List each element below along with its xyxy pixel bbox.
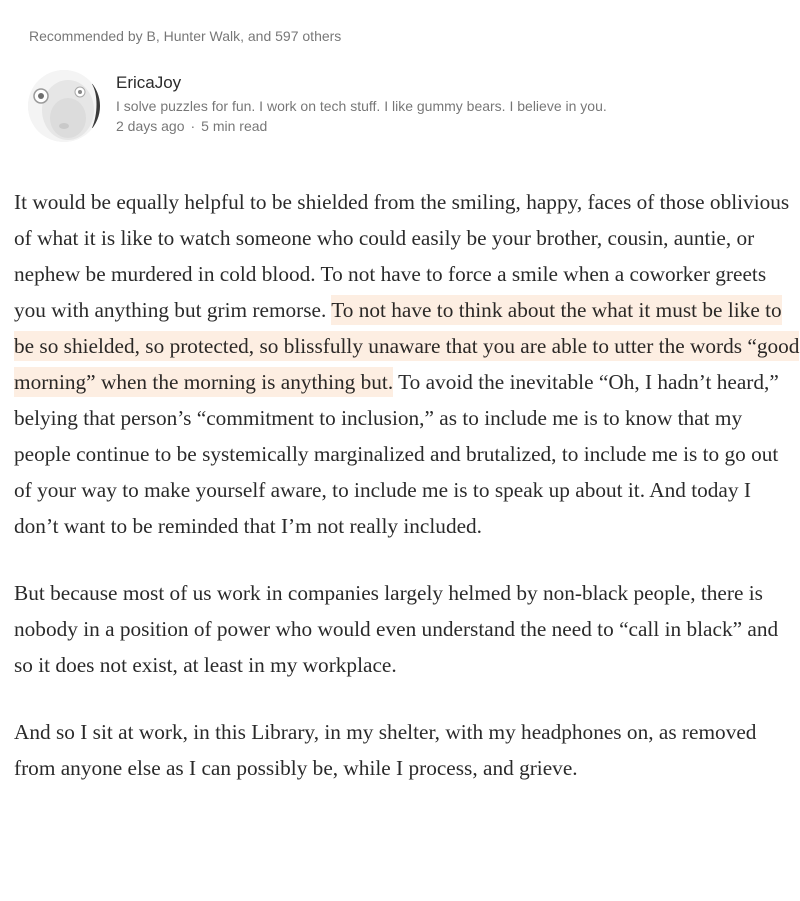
author-avatar[interactable]: [28, 70, 100, 142]
meta-separator: ·: [190, 118, 196, 134]
author-name-link[interactable]: EricaJoy: [116, 73, 182, 92]
article-paragraph-2: But because most of us work in companies largely helmed by non-black people, there is nobody in a position of power who would even understand the need to “call in black” and so it does not exist, at least in my workplace.: [14, 581, 779, 677]
author-meta: [116, 70, 607, 136]
avatar-photo-icon: [28, 70, 100, 142]
article-paragraph-1: [14, 184, 800, 544]
paragraph-1-text-before: It would be equally helpful to be shielded from the smiling, happy, faces of those oblivious of what it is like to watch someone who could easily be your brother, cousin, auntie, or nephew be murdered in cold blood. To not have to force a smile when a coworker greets you with anything but grim remorse.: [14, 190, 790, 322]
read-time: 5 min read: [201, 118, 268, 134]
author-bio: I solve puzzles for fun. I work on tech stuff. I like gummy bears. I believe in you.: [116, 98, 607, 114]
author-card: [28, 70, 788, 144]
article-body: [14, 184, 800, 817]
post-date[interactable]: 2 days ago: [116, 118, 185, 134]
recommended-by[interactable]: Recommended by B, Hunter Walk, and 597 others: [29, 28, 342, 44]
highlighted-text[interactable]: To not have to think about the what it must be like to be so shielded, so protected, so blissfully unaware that you are able to utter the words “good morning” when the morning is anything but.: [14, 295, 799, 397]
post-meta: [116, 116, 607, 136]
article-paragraph-3: And so I sit at work, in this Library, in my shelter, with my headphones on, as removed from anyone else as I can possibly be, while I process, and grieve.: [14, 720, 757, 780]
paragraph-1-text-after: To avoid the inevitable “Oh, I hadn’t heard,” belying that person’s “commitment to inclusion,” as to include me is to know that my people continue to be systemically marginalized and brutalized, to include me is to go out of your way to make yourself aware, to include me is to speak up about it. And today I don’t want to be reminded that I’m not really included.: [14, 370, 779, 538]
